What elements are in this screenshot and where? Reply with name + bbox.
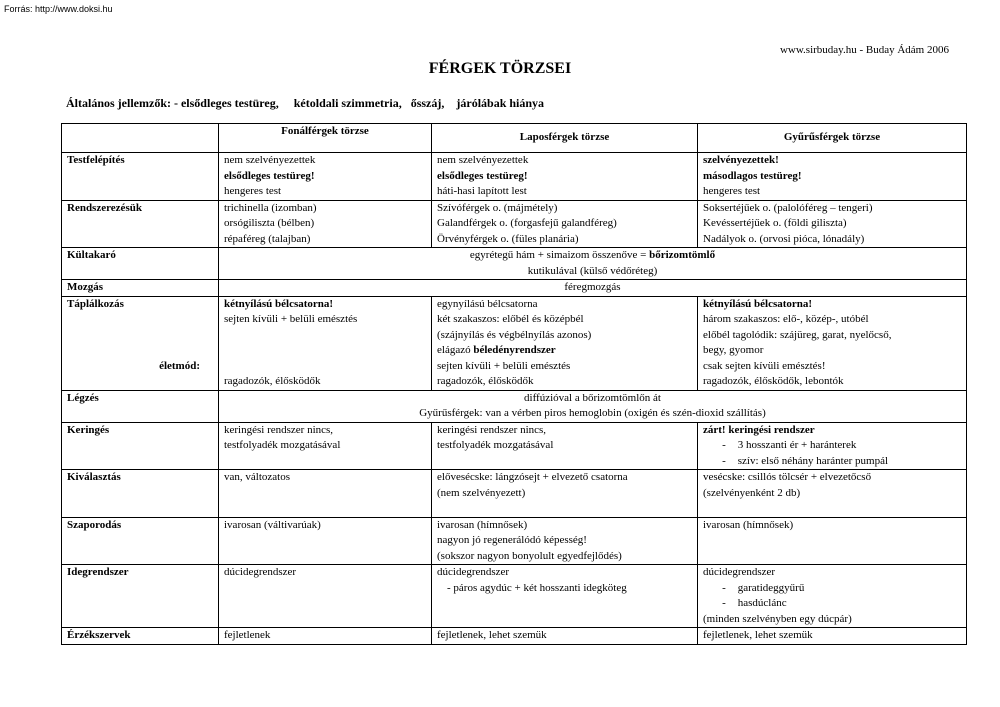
text-line: előbél tagolódik: szájüreg, garat, nyelőcső,	[703, 328, 892, 341]
cell-idegrendszer-c3	[698, 565, 967, 628]
text-fragment-bold: bőrizomtömlő	[649, 249, 716, 261]
cell-taplalkozas-c3	[698, 296, 967, 390]
text-line: két szakaszos: előbél és középbél	[437, 313, 584, 325]
general-characteristics: Általános jellemzők: - elsődleges testüreg, kétoldali szimmetria, ősszáj, járólábak hiánya	[66, 96, 545, 110]
cell-szaporodas-c3: ivarosan (hímnősek)	[698, 517, 967, 565]
text-line: egynyílású bélcsatorna	[437, 297, 538, 310]
cell-testfelepites-c2	[432, 153, 698, 201]
row-label-keringes: Keringés	[62, 422, 219, 470]
row-label-erzekszervek: Érzékszervek	[62, 628, 219, 645]
text-line: testfolyadék mozgatásával	[437, 439, 554, 451]
cell-testfelepites-c1	[219, 153, 432, 201]
text-line	[224, 248, 961, 264]
row-szaporodas	[62, 517, 967, 565]
source-note: Forrás: http://www.doksi.hu	[4, 4, 113, 14]
text-line: Gyűrűsférgek: van a vérben piros hemoglobin (oxigén és szén-dioxid szállítás)	[419, 407, 766, 419]
text-line: szelvényezettek!	[703, 154, 779, 166]
text-line: Kevéssertéjűek o. (földi giliszta)	[703, 217, 847, 229]
cell-kivalasztas-c1	[219, 470, 432, 518]
text-line: keringési rendszer nincs,	[437, 423, 547, 436]
list-item-text: garatideggyűrű	[737, 581, 805, 594]
text-line: ivarosan (hímnősek)	[437, 518, 528, 531]
text-line: kétnyílású bélcsatorna!	[224, 297, 334, 310]
cell-rendszerezes-c2	[432, 200, 698, 248]
text-line: nagyon jó regenerálódó képesség!	[437, 534, 587, 546]
header-nematoda: Fonálférgek törzse	[219, 124, 432, 153]
list-item	[703, 454, 961, 470]
cell-kivalasztas-c2	[432, 470, 698, 518]
cell-erzekszervek-c3: fejletlenek, lehet szemük	[698, 628, 967, 645]
row-label-kultakaro: Kültakaró	[62, 248, 219, 280]
text-line: zárt! keringési rendszer	[703, 423, 815, 436]
text-line: dúcidegrendszer	[703, 566, 776, 578]
list-item-text: szív: első néhány haránter pumpál	[737, 454, 889, 467]
header-empty-cell	[62, 124, 219, 153]
text-line: Táplálkozás	[67, 297, 124, 310]
text-line: Szívóférgek o. (májmétely)	[437, 201, 558, 214]
text-line: ragadozók, élősködők	[224, 375, 321, 387]
cell-szaporodas-c1: ivarosan (váltivarúak)	[219, 517, 432, 565]
row-label-szaporodas: Szaporodás	[62, 517, 219, 565]
text-line: orsógiliszta (bélben)	[224, 217, 315, 229]
cell-keringes-c3	[698, 422, 967, 470]
text-line: hengeres test	[703, 185, 761, 197]
row-label-testfelepites: Testfelépítés	[62, 153, 219, 201]
row-kultakaro	[62, 248, 967, 280]
text-line: másodlagos testüreg!	[703, 169, 802, 182]
text-line: háti-hasi lapított lest	[437, 185, 527, 197]
row-mozgas	[62, 280, 967, 297]
cell-kivalasztas-c3	[698, 470, 967, 518]
text-line: (nem szelvényezett)	[437, 486, 526, 499]
lifestyle-label: életmód:	[159, 359, 200, 372]
text-line: ragadozók, élősködők	[437, 375, 534, 387]
text-line: - páros agydúc + két hosszanti idegköteg	[447, 581, 627, 594]
text-line: keringési rendszer nincs,	[224, 423, 334, 436]
row-erzekszervek	[62, 628, 967, 645]
text-line: ragadozók, élősködők, lebontók	[703, 375, 844, 387]
text-line: csak sejten kívüli emésztés!	[703, 359, 826, 372]
text-line: Nadályok o. (orvosi pióca, lónadály)	[703, 232, 865, 245]
cell-rendszerezes-c1	[219, 200, 432, 248]
text-line: (minden szelvényben egy dúcpár)	[703, 612, 852, 625]
header-annelida: Gyűrűsférgek törzse	[698, 124, 967, 153]
cell-szaporodas-c2	[432, 517, 698, 565]
header-row	[62, 124, 967, 153]
row-idegrendszer	[62, 565, 967, 628]
dash-bullet: -	[722, 439, 726, 451]
cell-erzekszervek-c2: fejletlenek, lehet szemük	[432, 628, 698, 645]
cell-rendszerezes-c3	[698, 200, 967, 248]
cell-idegrendszer-c2	[432, 565, 698, 628]
cell-taplalkozas-c2	[432, 296, 698, 390]
row-label-taplalkozas	[62, 296, 219, 390]
row-label-legzes: Légzés	[62, 390, 219, 422]
worm-phyla-table	[61, 123, 967, 645]
text-line: nem szelvényezettek	[437, 154, 529, 166]
text-line: kutikulával (külső védőréteg)	[527, 264, 658, 277]
cell-taplalkozas-c1	[219, 296, 432, 390]
header-platyhelminthes: Laposférgek törzse	[432, 124, 698, 153]
text-line	[437, 343, 692, 359]
list-item	[703, 438, 961, 454]
row-label-idegrendszer: Idegrendszer	[62, 565, 219, 628]
row-taplalkozas	[62, 296, 967, 390]
text-line: három szakaszos: elő-, közép-, utóbél	[703, 313, 869, 325]
dash-bullet: -	[722, 454, 726, 467]
row-testfelepites	[62, 153, 967, 201]
row-rendszerezes	[62, 200, 967, 248]
text-line: dúcidegrendszer	[437, 566, 510, 578]
list-item	[703, 581, 961, 597]
text-line: testfolyadék mozgatásával	[224, 439, 341, 451]
list-item-text: 3 hosszanti ér + haránterek	[737, 439, 857, 451]
cell-kultakaro	[219, 248, 967, 280]
text-line: Galandférgek o. (forgasfejű galandféreg)	[437, 217, 617, 229]
text-line: trichinella (izomban)	[224, 201, 317, 214]
row-legzes	[62, 390, 967, 422]
author-credit: www.sirbuday.hu - Buday Ádám 2006	[779, 44, 949, 56]
text-line: (szájnyílás és végbélnyílás azonos)	[437, 328, 592, 341]
list-item	[703, 596, 961, 612]
text-line: elsődleges testüreg!	[224, 169, 315, 182]
text-line: répaféreg (talajban)	[224, 232, 311, 245]
text-line: hengeres test	[224, 185, 282, 197]
text-fragment: egyrétegű hám + simaizom összenőve =	[469, 249, 650, 261]
text-line: elsődleges testüreg!	[437, 169, 528, 182]
dash-bullet: -	[722, 581, 726, 594]
row-kivalasztas	[62, 470, 967, 518]
text-line: van, változatos	[224, 471, 290, 483]
text-line: Soksertéjűek o. (palolóféreg – tengeri)	[703, 201, 873, 214]
dash-bullet: -	[722, 597, 726, 609]
cell-legzes	[219, 390, 967, 422]
text-line: sejten kívüli + belüli emésztés	[437, 359, 571, 372]
page-title: FÉRGEK TÖRZSEI	[428, 60, 572, 77]
text-fragment-bold: béledényrendszer	[473, 344, 556, 356]
cell-idegrendszer-c1: dúcidegrendszer	[219, 565, 432, 628]
cell-keringes-c1	[219, 422, 432, 470]
text-line: vesécske: csillós tölcsér + elvezetőcső	[703, 471, 872, 483]
cell-testfelepites-c3	[698, 153, 967, 201]
row-label-rendszerezes: Rendszerezésük	[62, 200, 219, 248]
text-line: elővesécske: lángzósejt + elvezető csatorna	[437, 471, 628, 483]
text-line: nem szelvényezettek	[224, 154, 316, 166]
text-fragment: elágazó	[437, 344, 474, 356]
text-line: Örvényférgek o. (füles planária)	[437, 232, 579, 245]
text-line: (szelvényenként 2 db)	[703, 486, 801, 499]
text-line: (sokszor nagyon bonyolult egyedfejlődés)	[437, 549, 622, 562]
list-item-text: hasdúclánc	[737, 597, 787, 609]
cell-erzekszervek-c1: fejletlenek	[219, 628, 432, 645]
text-line: begy, gyomor	[703, 344, 764, 356]
cell-mozgas: féregmozgás	[219, 280, 967, 297]
text-line: diffúzióval a bőrizomtömlőn át	[524, 391, 661, 404]
cell-keringes-c2	[432, 422, 698, 470]
row-keringes	[62, 422, 967, 470]
row-label-mozgas: Mozgás	[62, 280, 219, 297]
text-line: sejten kívüli + belüli emésztés	[224, 313, 358, 325]
text-line: kétnyílású bélcsatorna!	[703, 297, 813, 310]
row-label-kivalasztas: Kiválasztás	[62, 470, 219, 518]
